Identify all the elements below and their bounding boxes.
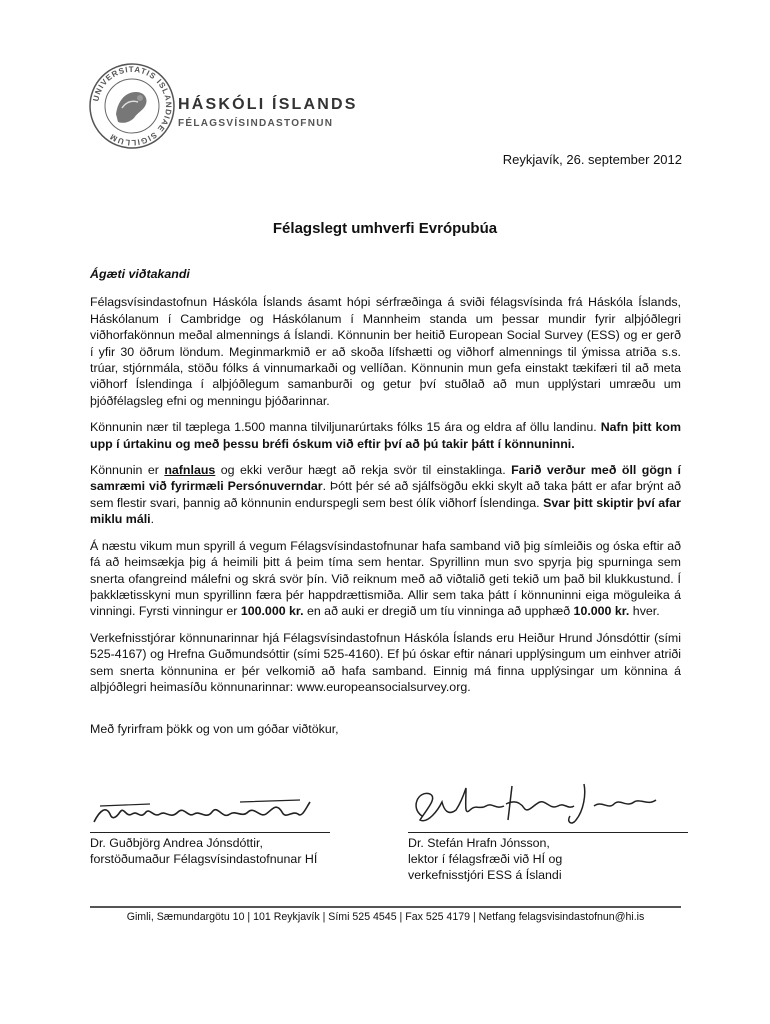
greeting: Ágæti viðtakandi [90, 267, 190, 281]
university-seal-logo [88, 62, 176, 150]
signature-block-left [90, 792, 330, 867]
letter-date: Reykjavík, 26. september 2012 [502, 152, 682, 167]
bold-text: Svar þitt skiptir því afar miklu máli [90, 495, 681, 527]
handwritten-signature-right [408, 780, 678, 832]
text-span: Könnunin nær til tæplega 1.500 manna tilviljunarúrtaks fólks 15 ára og eldra af öllu landinu. [90, 420, 601, 435]
text-span: . Þótt þér sé að sjálfsögðu ekki skylt að taka þátt er afar brýnt að sem flestir svari, þannig að könnunin endurspegli sem best ólík viðhorf Íslendinga. [90, 479, 681, 510]
text-span: . [150, 512, 155, 527]
organization-name: HÁSKÓLI ÍSLANDS [178, 96, 358, 113]
bold-text: Farið verður með öll gögn í samræmi við fyrirmæli Persónuverndar [90, 463, 681, 494]
text-span: Á næstu vikum mun spyrill á vegum Félagsvísindastofnunar hafa samband við þig símleiðis og óska eftir að fá að heimsækja þig á heimili þitt á þeim tíma sem hentar. Spyrillinn mun svo spyrja þig spurninga sem snerta ofangreind málefni og skrá svör þín. Við reiknum með að viðtalið geti tekið um það bil klukkustund. Í þakklætisskyni mun spyrillinn færa þér happdrættismiða. Allir sem taka þátt í könnuninni eiga möguleika á vinningi. Fyrsti vinningur er [90, 538, 681, 619]
signature-block-right [408, 780, 688, 883]
text-span: hver. [629, 604, 660, 619]
signature-line [90, 832, 330, 833]
closing-line: Með fyrirfram þökk og von um góðar viðtökur, [90, 722, 339, 737]
signatory-name: Dr. Guðbjörg Andrea Jónsdóttir, [90, 836, 263, 850]
paragraph-intro: Félagsvísindastofnun Háskóla Íslands ásamt hópi sérfræðinga á sviði félagsvísinda frá Háskóla Íslands, Háskólanum í Cambridge og Háskólanum í Mannheim standa um þessar mundir fyrir alþjóðlegri viðhorfakönnun meðal almennings á Íslandi. Könnunin ber heitið European Social Survey (ESS) og er gerð í yfir 30 öðrum löndum. Meginmarkmið er að skoða lífshætti og viðhorf almennings til ýmissa atriða s.s. trúar, stjórnmála, stöðu fólks á vinnumarkaði og vellíðan. Könnunin mun gefa einstakt tækifæri til að meta viðhorf Íslendinga í alþjóðlegum samanburði og getur því stuðlað að mun upplýstari umræðu um þjóðfélagsleg efni og menningu þjóðarinnar. [90, 295, 681, 408]
letter-title: Félagslegt umhverfi Evrópubúa [272, 220, 498, 237]
signatory-title: forstöðumaður Félagsvísindastofnunar HÍ [90, 852, 318, 866]
text-span: og ekki verður hægt að rekja svör til einstaklinga. [215, 463, 512, 478]
text-span: en að auki er dregið um tíu vinninga að upphæð [303, 604, 574, 619]
text-span: Könnunin er [90, 463, 165, 478]
bold-text: 10.000 kr. [573, 604, 630, 619]
paragraph-contacts: Verkefnisstjórar könnunarinnar hjá Félagsvísindastofnun Háskóla Íslands eru Heiður Hrund Jónsdóttir (sími 525-4167) og Hrefna Guðmundsóttir (sími 525-4160). Ef þú óskar eftir nánari upplýsingum um einhver atriði sem snerta könnunina er þér velkomið að hafa samband. Einnig má finna upplýsingar um könnina á alþjóðlegri heimasíðu könnunarinnar: www.europeansocialsurvey.org. [90, 630, 681, 694]
bold-text: Nafn þitt kom upp í úrtakinu og með þessu bréfi óskum við eftir því að þú takir þátt í könnuninni. [90, 420, 681, 451]
paragraph-sample [90, 419, 681, 452]
bold-underlined-text: nafnlaus [164, 463, 216, 478]
svg-text:UNIVERSITATIS ISLANDIAE SIGILL: UNIVERSITATIS ISLANDIAE SIGILLUM [91, 64, 174, 148]
signature-line [408, 832, 688, 833]
footer-divider [90, 906, 681, 908]
footer-contact: Gimli, Sæmundargötu 10 | 101 Reykjavík | Sími 525 4545 | Fax 525 4179 | Netfang felagsvisindastofnun@hi.is [126, 911, 645, 923]
organization-block [178, 96, 358, 130]
letterhead [88, 62, 448, 152]
letter-body [90, 266, 681, 748]
bold-text: 100.000 kr. [240, 604, 304, 619]
paragraph-interview [90, 538, 681, 620]
signatory-name: Dr. Stefán Hrafn Jónsson, [408, 836, 550, 850]
signatory-title: lektor í félagsfræði við HÍ og [408, 852, 563, 866]
organization-department: FÉLAGSVÍSINDASTOFNUN [178, 118, 334, 129]
handwritten-signature-left [90, 792, 330, 832]
paragraph-anonymity [90, 462, 681, 528]
signatory-role: verkefnisstjóri ESS á Íslandi [408, 868, 562, 882]
